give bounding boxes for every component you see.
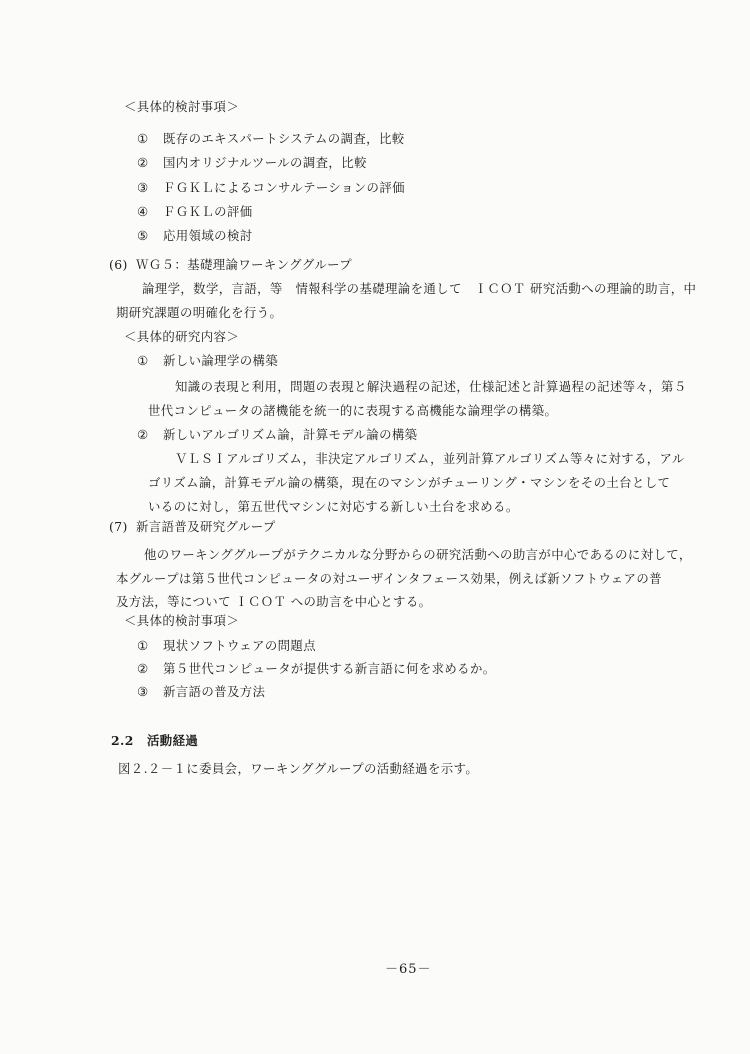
list-item: ＦＧＫＬの評価 (163, 204, 253, 219)
paragraph-line: 知識の表現と利用，問題の表現と解決過程の記述，仕様記述と計算過程の記述等々，第５ (175, 379, 687, 394)
list-item: 現状ソフトウェアの問題点 (163, 638, 316, 653)
section-label: (6) (109, 257, 128, 272)
list-item-number: ② (137, 427, 149, 442)
section-number: 2.2 (111, 733, 134, 748)
list-item-number: ① (137, 638, 149, 653)
list-item-number: ③ (137, 180, 149, 195)
page-number: －65－ (385, 962, 432, 977)
section-title: ＷＧ５：基礎理論ワーキンググループ (136, 257, 353, 272)
paragraph-line: 論理学，数学，言語，等 情報科学の基礎理論を通して ＩＣＯＴ 研究活動への理論的助言，中 (142, 281, 697, 296)
list-item-title: 新しいアルゴリズム論，計算モデル論の構築 (163, 427, 418, 442)
list-item: ＦＧＫＬによるコンサルテーションの評価 (163, 180, 405, 195)
list-item: 国内オリジナルツールの調査，比較 (163, 155, 367, 170)
list-item: 新言語の普及方法 (163, 684, 266, 699)
paragraph-line: いるのに対し，第五世代マシンに対応する新しい土台を求める。 (148, 499, 519, 514)
list-item: 既存のエキスパートシステムの調査，比較 (163, 131, 405, 146)
list-item-number: ⑤ (137, 228, 149, 243)
paragraph-line: 及方法，等について ＩＣＯＴ への助言を中心とする。 (116, 594, 432, 609)
paragraph-line: 世代コンピュータの諸機能を統一的に表現する高機能な論理学の構築。 (148, 403, 558, 418)
list-item-number: ① (137, 353, 149, 368)
list-item-number: ③ (137, 684, 149, 699)
paragraph-line: 他のワーキンググループがテクニカルな分野からの研究活動への助言が中心であるのに対して， (144, 547, 692, 562)
list-item: 応用領域の検討 (163, 228, 253, 243)
paragraph-line: 図２.２－１に委員会，ワーキンググループの活動経過を示す。 (118, 761, 479, 776)
paragraph-line: 本グループは第５世代コンピュータの対ユーザインタフェース効果，例えば新ソフトウェアの普 (116, 571, 662, 586)
section-heading: ＜具体的検討事項＞ (124, 99, 240, 114)
section-heading: ＜具体的検討事項＞ (124, 613, 240, 628)
list-item-number: ① (137, 131, 149, 146)
paragraph-line: 期研究課題の明確化を行う。 (116, 305, 283, 320)
paragraph-line: ゴリズム論，計算モデル論の構築，現在のマシンがチューリング・マシンをその土台として (148, 475, 671, 490)
section-title: 新言語普及研究グループ (136, 519, 276, 534)
list-item-number: ② (137, 661, 149, 676)
paragraph-line: ＶＬＳＩアルゴリズム，非決定アルゴリズム，並列計算アルゴリズム等々に対する，アル (175, 451, 685, 466)
list-item-number: ② (137, 155, 149, 170)
list-item: 第５世代コンピュータが提供する新言語に何を求めるか。 (163, 661, 496, 676)
list-item-title: 新しい論理学の構築 (163, 353, 279, 368)
list-item-number: ④ (137, 204, 149, 219)
section-title: 活動経過 (147, 733, 199, 748)
section-label: (7) (109, 519, 128, 534)
section-heading: ＜具体的研究内容＞ (124, 329, 240, 344)
